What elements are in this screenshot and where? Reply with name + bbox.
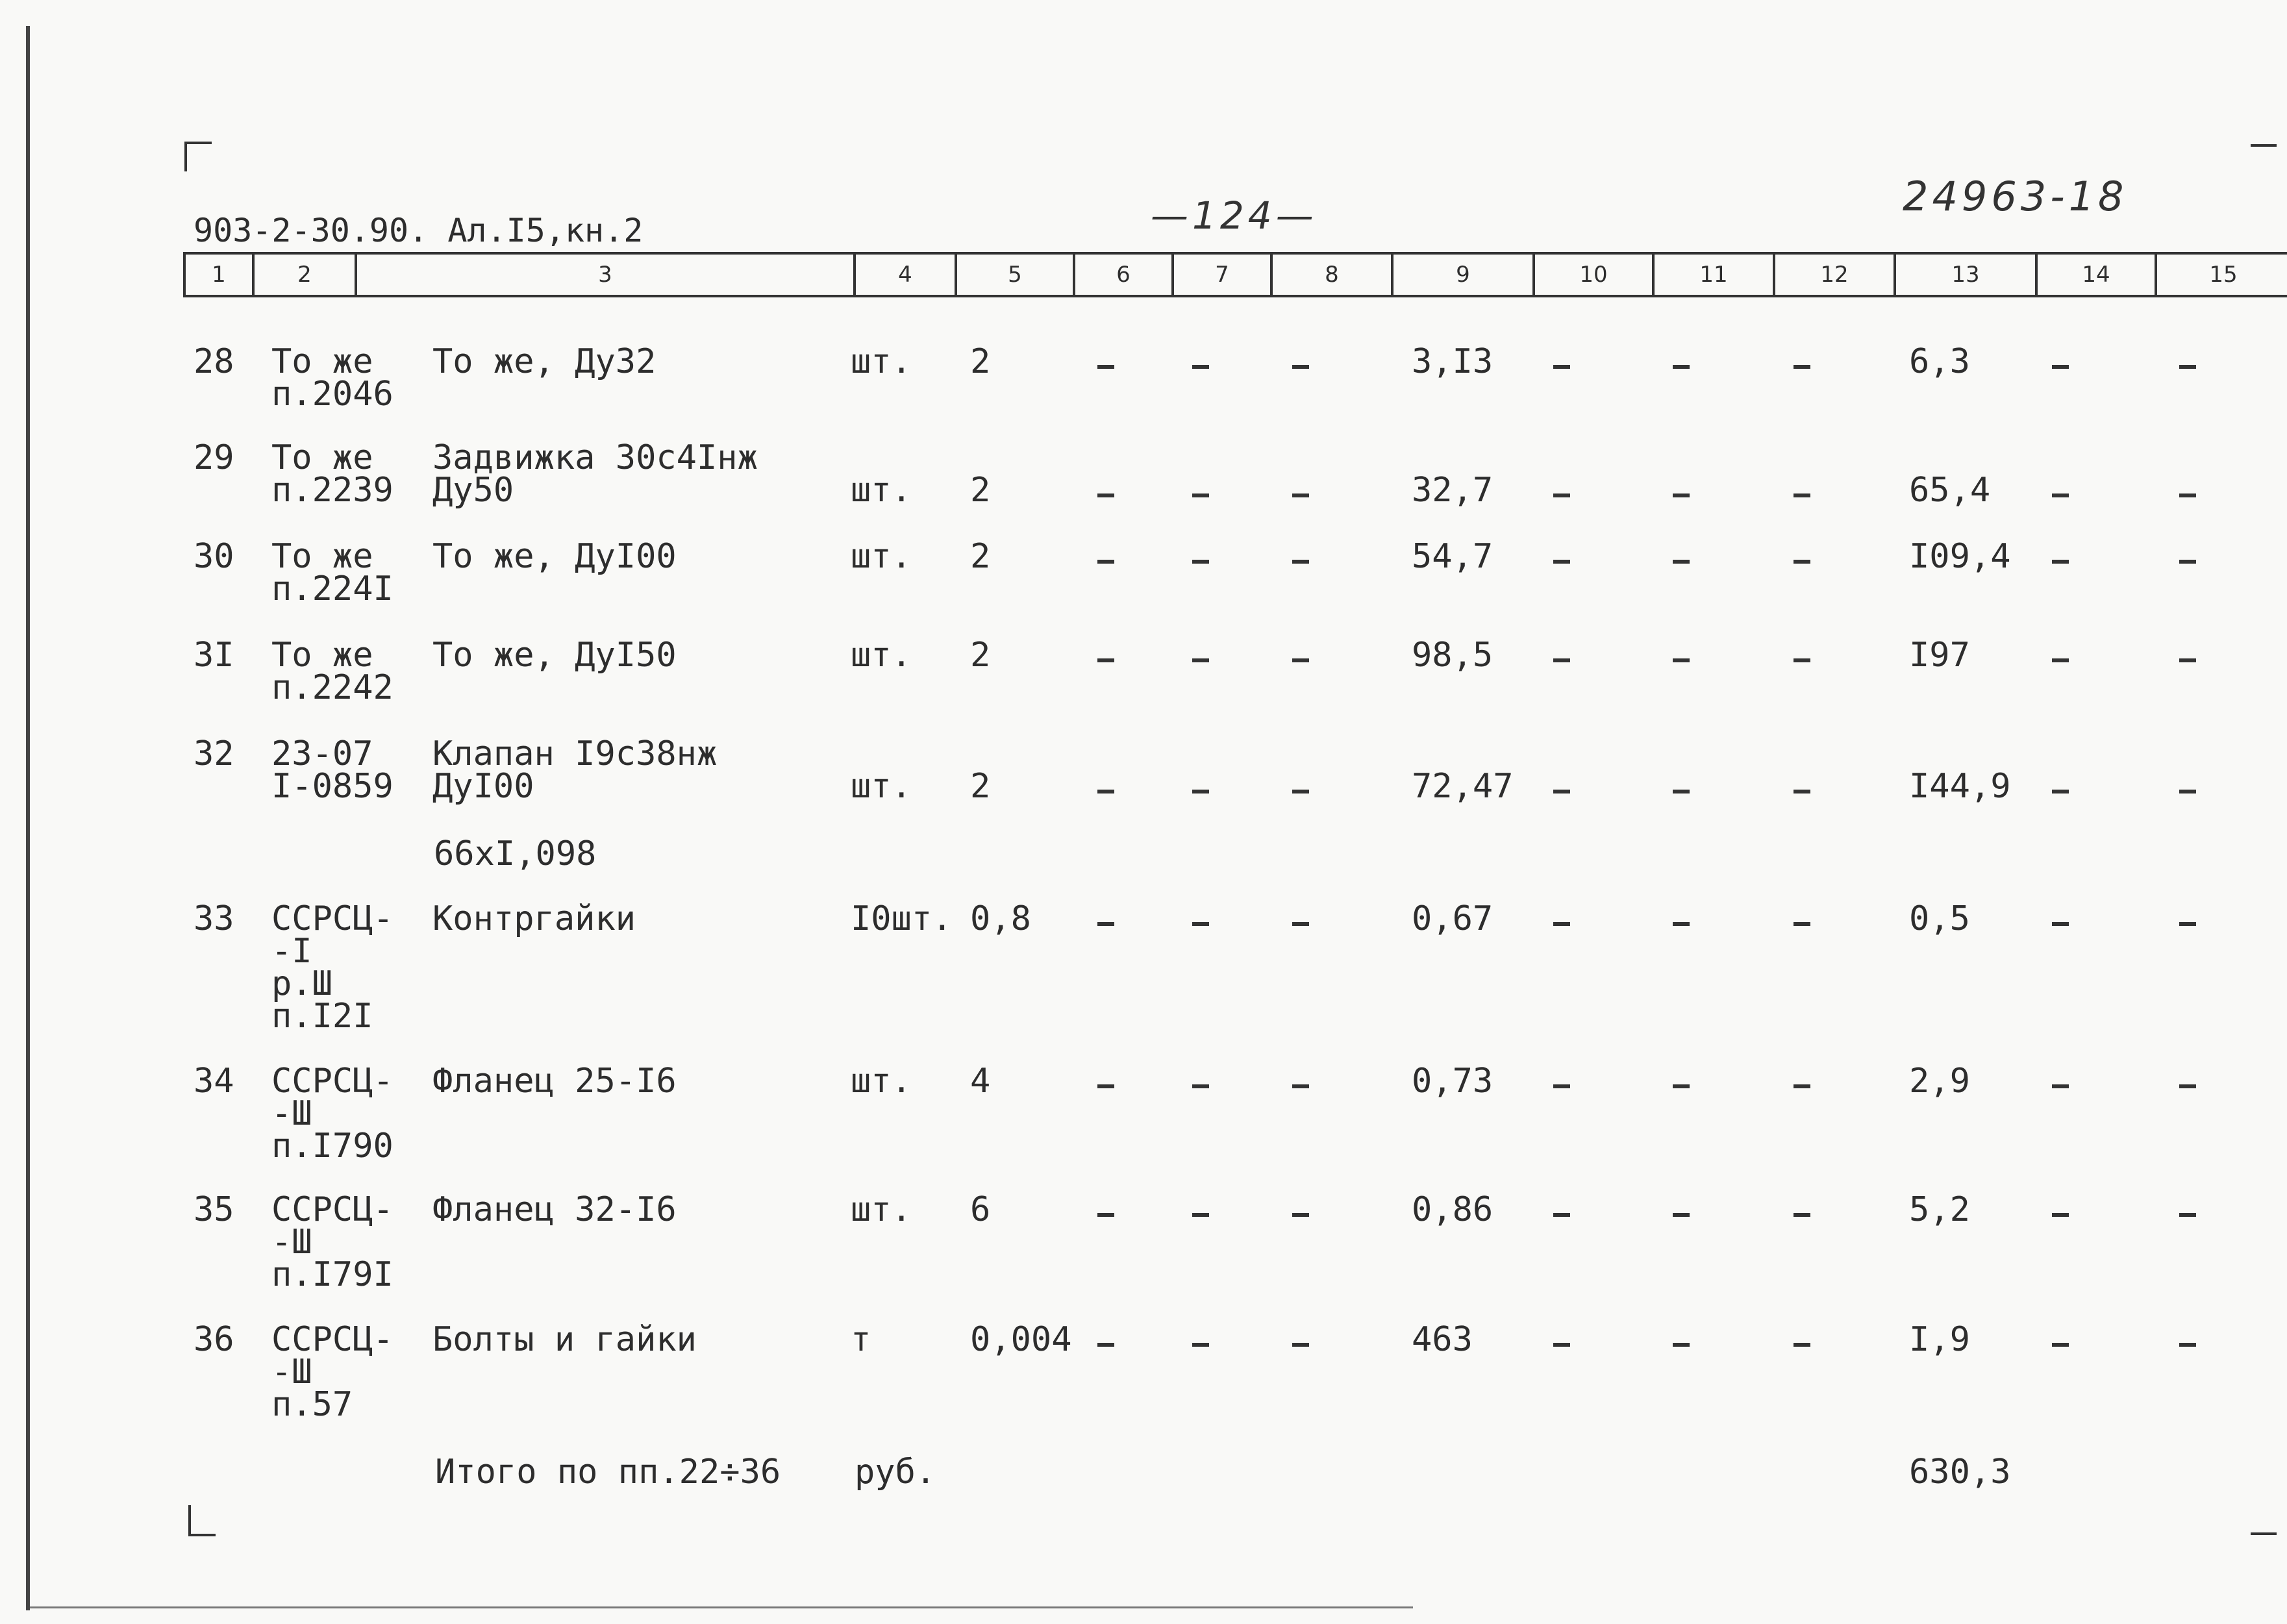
empty-cell-dash: [2052, 493, 2069, 497]
column-header-12: 12: [1773, 255, 1893, 295]
row-unit: т: [851, 1320, 871, 1359]
empty-cell-dash: [1793, 1213, 1810, 1217]
row-unit-price: 3,I3: [1412, 342, 1493, 381]
edge-mark-tr: [2251, 144, 2277, 147]
empty-cell-dash: [1793, 922, 1810, 926]
row-reference: ССРСЦ-: [271, 1190, 394, 1229]
row-unit-price: 463: [1412, 1320, 1473, 1359]
row-number: 28: [194, 342, 234, 381]
handwritten-sheet-number: 24963-18: [1903, 173, 2128, 220]
note-line: 66xI,098: [434, 834, 597, 873]
row-name: Болты и гайки: [432, 1320, 697, 1359]
row-name: Ду50: [432, 471, 514, 510]
row-reference: То же: [271, 342, 373, 381]
empty-cell-dash: [2179, 493, 2196, 497]
column-header-9: 9: [1391, 255, 1532, 295]
row-reference: р.Ш: [271, 964, 332, 1003]
row-reference: п.2046: [271, 375, 394, 414]
row-number: 29: [194, 438, 234, 477]
row-name: Фланец 25-I6: [432, 1062, 677, 1101]
corner-mark-bl: [188, 1534, 216, 1536]
empty-cell-dash: [1192, 790, 1209, 793]
row-total: 5,2: [1909, 1190, 1970, 1229]
empty-cell-dash: [1292, 493, 1309, 497]
row-unit-price: 98,5: [1412, 636, 1493, 675]
empty-cell-dash: [1192, 365, 1209, 369]
row-total: 0,5: [1909, 899, 1970, 938]
row-reference: То же: [271, 537, 373, 576]
row-quantity: 2: [970, 636, 991, 675]
column-header-row: [183, 252, 2287, 297]
empty-cell-dash: [1097, 365, 1114, 369]
row-unit: шт.: [851, 767, 912, 806]
empty-cell-dash: [1553, 365, 1570, 369]
empty-cell-dash: [1673, 790, 1690, 793]
empty-cell-dash: [1292, 1084, 1309, 1088]
empty-cell-dash: [2179, 658, 2196, 662]
empty-cell-dash: [1097, 1213, 1114, 1217]
row-name: Контргайки: [432, 899, 636, 938]
empty-cell-dash: [2179, 790, 2196, 793]
row-reference: -Ш: [271, 1353, 312, 1392]
row-unit: шт.: [851, 471, 912, 510]
empty-cell-dash: [2052, 1213, 2069, 1217]
empty-cell-dash: [2179, 365, 2196, 369]
row-reference: п.57: [271, 1385, 353, 1424]
empty-cell-dash: [1192, 1213, 1209, 1217]
empty-cell-dash: [1673, 560, 1690, 564]
empty-cell-dash: [1673, 1084, 1690, 1088]
empty-cell-dash: [1192, 658, 1209, 662]
row-reference: -I: [271, 932, 312, 971]
total-value: 630,3: [1909, 1453, 2011, 1492]
document-reference: 903-2-30.90. Ал.I5,кн.2: [194, 212, 644, 249]
empty-cell-dash: [1292, 922, 1309, 926]
row-number: 30: [194, 537, 234, 576]
empty-cell-dash: [2179, 1084, 2196, 1088]
row-unit-price: 72,47: [1412, 767, 1514, 806]
left-margin-rule: [26, 26, 30, 1610]
row-quantity: 2: [970, 342, 991, 381]
empty-cell-dash: [1793, 1084, 1810, 1088]
empty-cell-dash: [1673, 1343, 1690, 1347]
empty-cell-dash: [1292, 790, 1309, 793]
row-reference: I-0859: [271, 767, 394, 806]
row-quantity: 2: [970, 537, 991, 576]
empty-cell-dash: [2179, 560, 2196, 564]
edge-mark-br: [2251, 1532, 2277, 1535]
row-number: 35: [194, 1190, 234, 1229]
empty-cell-dash: [1292, 1343, 1309, 1347]
empty-cell-dash: [1553, 1084, 1570, 1088]
row-total: 65,4: [1909, 471, 1991, 510]
row-unit: шт.: [851, 342, 912, 381]
empty-cell-dash: [1793, 1343, 1810, 1347]
row-total: I09,4: [1909, 537, 2011, 576]
row-name: То же, ДуI50: [432, 636, 677, 675]
empty-cell-dash: [1192, 493, 1209, 497]
row-name: То же, ДуI00: [432, 537, 677, 576]
empty-cell-dash: [1553, 658, 1570, 662]
empty-cell-dash: [1553, 560, 1570, 564]
empty-cell-dash: [1553, 1343, 1570, 1347]
row-quantity: 6: [970, 1190, 991, 1229]
empty-cell-dash: [2179, 1213, 2196, 1217]
corner-mark-tl: [184, 142, 212, 144]
row-quantity: 4: [970, 1062, 991, 1101]
empty-cell-dash: [2052, 1343, 2069, 1347]
row-unit-price: 54,7: [1412, 537, 1493, 576]
row-number: 34: [194, 1062, 234, 1101]
row-unit-price: 0,67: [1412, 899, 1493, 938]
column-header-7: 7: [1171, 255, 1270, 295]
row-reference: -Ш: [271, 1223, 312, 1262]
row-reference: ССРСЦ-: [271, 899, 394, 938]
row-total: I44,9: [1909, 767, 2011, 806]
empty-cell-dash: [1553, 1213, 1570, 1217]
column-header-14: 14: [2035, 255, 2155, 295]
column-header-13: 13: [1893, 255, 2035, 295]
row-unit-price: 0,73: [1412, 1062, 1493, 1101]
empty-cell-dash: [1673, 493, 1690, 497]
empty-cell-dash: [1292, 658, 1309, 662]
row-reference: п.I790: [271, 1127, 394, 1166]
empty-cell-dash: [1553, 790, 1570, 793]
row-number: 3I: [194, 636, 234, 675]
empty-cell-dash: [1097, 790, 1114, 793]
empty-cell-dash: [1192, 1343, 1209, 1347]
row-name: Задвижка 30с4Iнж: [432, 438, 758, 477]
empty-cell-dash: [1097, 922, 1114, 926]
row-reference: п.2242: [271, 668, 394, 707]
empty-cell-dash: [1553, 922, 1570, 926]
empty-cell-dash: [2179, 1343, 2196, 1347]
row-reference: 23-07: [271, 734, 373, 773]
empty-cell-dash: [1673, 658, 1690, 662]
empty-cell-dash: [1097, 560, 1114, 564]
bottom-margin-rule: [30, 1606, 1413, 1608]
row-total: 6,3: [1909, 342, 1970, 381]
empty-cell-dash: [1097, 1084, 1114, 1088]
empty-cell-dash: [1097, 493, 1114, 497]
row-name: То же, Ду32: [432, 342, 656, 381]
row-name: Клапан I9с38нж: [432, 734, 718, 773]
empty-cell-dash: [1192, 560, 1209, 564]
row-unit: шт.: [851, 1062, 912, 1101]
empty-cell-dash: [1793, 790, 1810, 793]
row-unit: шт.: [851, 537, 912, 576]
row-total: 2,9: [1909, 1062, 1970, 1101]
empty-cell-dash: [1793, 365, 1810, 369]
row-reference: -Ш: [271, 1094, 312, 1133]
column-header-4: 4: [853, 255, 955, 295]
empty-cell-dash: [1553, 493, 1570, 497]
row-number: 36: [194, 1320, 234, 1359]
row-quantity: 2: [970, 767, 991, 806]
row-reference: То же: [271, 636, 373, 675]
empty-cell-dash: [2052, 658, 2069, 662]
row-reference: п.224I: [271, 569, 394, 608]
row-quantity: 0,8: [970, 899, 1031, 938]
column-header-10: 10: [1532, 255, 1652, 295]
empty-cell-dash: [1192, 1084, 1209, 1088]
total-unit: руб.: [855, 1453, 936, 1492]
empty-cell-dash: [2052, 922, 2069, 926]
row-reference: ССРСЦ-: [271, 1062, 394, 1101]
row-unit: шт.: [851, 1190, 912, 1229]
empty-cell-dash: [1097, 658, 1114, 662]
row-quantity: 0,004: [970, 1320, 1072, 1359]
row-reference: п.2239: [271, 471, 394, 510]
empty-cell-dash: [2052, 1084, 2069, 1088]
empty-cell-dash: [2179, 922, 2196, 926]
column-header-5: 5: [955, 255, 1073, 295]
empty-cell-dash: [1292, 560, 1309, 564]
empty-cell-dash: [1097, 1343, 1114, 1347]
row-total: I97: [1909, 636, 1970, 675]
total-label: Итого по пп.22÷36: [435, 1453, 781, 1492]
row-total: I,9: [1909, 1320, 1970, 1359]
column-header-11: 11: [1652, 255, 1773, 295]
column-header-1: 1: [212, 262, 226, 288]
row-number: 33: [194, 899, 234, 938]
empty-cell-dash: [1793, 493, 1810, 497]
empty-cell-dash: [1793, 658, 1810, 662]
row-name: Фланец 32-I6: [432, 1190, 677, 1229]
row-unit: шт.: [851, 636, 912, 675]
row-unit-price: 0,86: [1412, 1190, 1493, 1229]
page-number: —124—: [1151, 194, 1318, 238]
corner-mark-tl: [184, 142, 187, 171]
column-header-3: 3: [355, 255, 853, 295]
column-header-15: 15: [2155, 255, 2287, 295]
row-reference: п.I2I: [271, 997, 373, 1036]
empty-cell-dash: [2052, 790, 2069, 793]
row-unit-price: 32,7: [1412, 471, 1493, 510]
empty-cell-dash: [1793, 560, 1810, 564]
empty-cell-dash: [1292, 1213, 1309, 1217]
column-header-6: 6: [1073, 255, 1171, 295]
row-reference: ССРСЦ-: [271, 1320, 394, 1359]
row-unit: I0шт.: [851, 899, 953, 938]
row-number: 32: [194, 734, 234, 773]
empty-cell-dash: [1673, 922, 1690, 926]
row-reference: п.I79I: [271, 1255, 394, 1294]
empty-cell-dash: [1673, 1213, 1690, 1217]
row-reference: То же: [271, 438, 373, 477]
corner-mark-bl: [188, 1505, 191, 1536]
empty-cell-dash: [1292, 365, 1309, 369]
empty-cell-dash: [2052, 365, 2069, 369]
empty-cell-dash: [2052, 560, 2069, 564]
row-name: ДуI00: [432, 767, 534, 806]
empty-cell-dash: [1673, 365, 1690, 369]
column-header-8: 8: [1270, 255, 1391, 295]
row-quantity: 2: [970, 471, 991, 510]
empty-cell-dash: [1192, 922, 1209, 926]
column-header-2: 2: [252, 255, 355, 295]
